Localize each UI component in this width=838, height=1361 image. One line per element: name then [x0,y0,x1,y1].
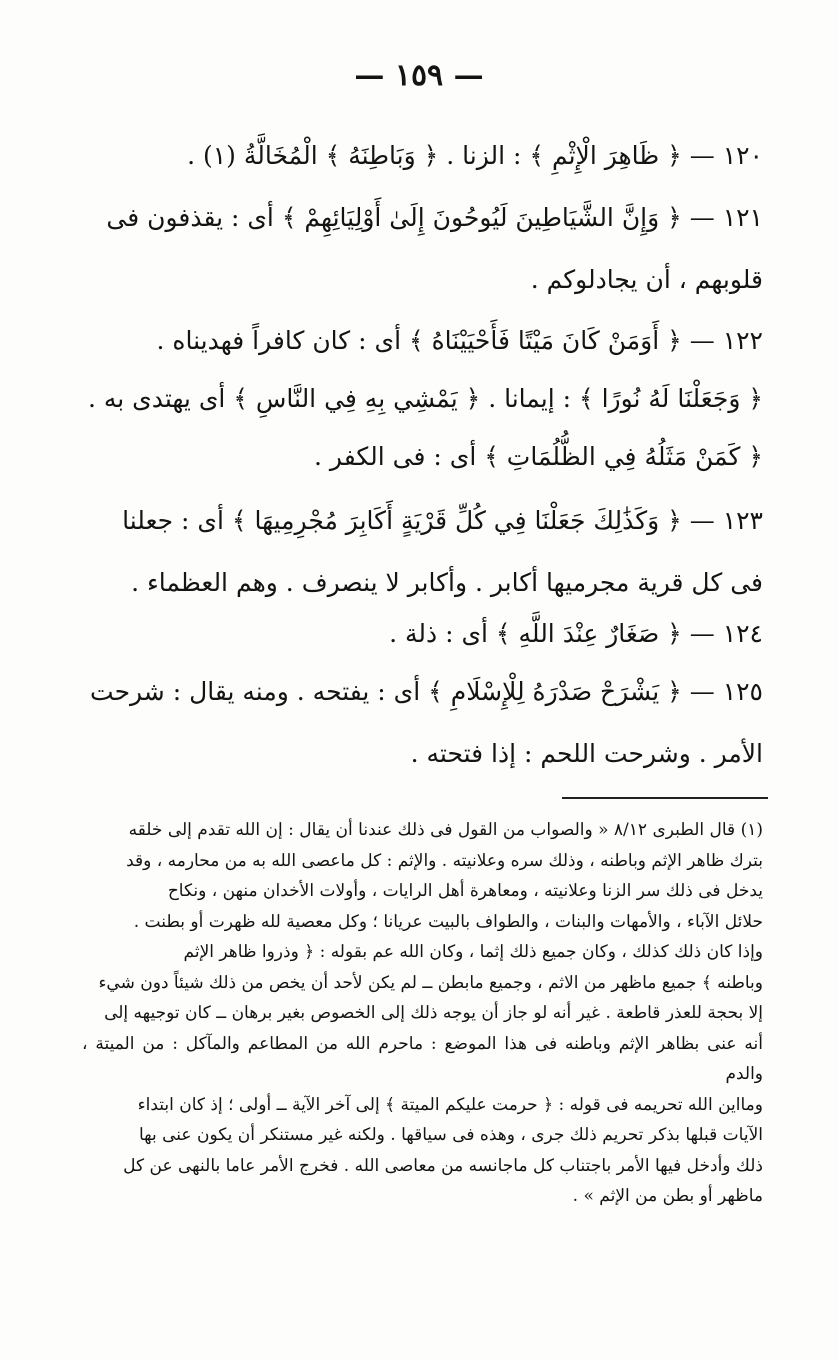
entry-123 [82,490,763,614]
footnote-line-9: ومااين الله تحريمه فى قوله : ﴿ حرمت عليكم الميتة ﴾ إلى آخر الآية ــ أولى ؛ إذ كان ابتداء [137,1094,763,1115]
entry-124-line-1: ١٢٤ — ﴿ صَغَارٌ عِنْدَ اللَّهِ ﴾ أى : ذلة . [389,619,763,648]
footnote-line-12: ماظهر أو بطن من الإثم » . [572,1186,763,1206]
entry-121 [82,187,763,311]
entry-120 [82,125,763,187]
footnote-line-11: ذلك وأدخل فيها الأمر باجتناب كل ماجانسه من معاصى الله . فخرج الأمر عاما بالنهى عن كل [123,1155,763,1176]
entry-125 [82,661,763,785]
entry-122-line-3: ﴿ كَمَنْ مَثَلُهُ فِي الظُّلُمَاتِ ﴾ أى : فى الكفر . [314,442,763,471]
footnote-line-4: حلائل الآباء ، والأمهات والبنات ، والطواف بالبيت عريانا ؛ وكل معصية لله ظهرت أو بطنت . [133,911,763,932]
entry-120-line-1: ١٢٠ — ﴿ ظَاهِرَ الْإِثْمِ ﴾ : الزنا . ﴿ وَبَاطِنَهُ ﴾ الْمُخَالَّةُ (١) . [187,141,763,170]
entry-121-line-2: قلوبهم ، أن يجادلوكم . [530,265,763,294]
footnote-line-5: وإذا كان ذلك كذلك ، وكان جميع ذلك إثما ، وكان الله عم بقوله : ﴿ وذروا ظاهر الإثم [183,942,763,962]
entry-124 [82,603,763,665]
entry-122 [82,310,763,488]
footnote-line-2: بترك ظاهر الإثم وباطنه ، وذلك سره وعلانيته . والإثم : كل ماعصى الله به من محارمه ، وقد [126,850,763,871]
footnote-line-8: أنه عنى بظاهر الإثم وباطنه فى هذا الموضع : ماحرم الله من المطاعم والمآكل : من الميتة ، والدم [82,1033,763,1084]
entry-125-line-2: الأمر . وشرحت اللحم : إذا فتحته . [410,739,763,768]
footnote-line-3: يدخل فى ذلك سر الزنا وعلانيته ، ومعاهرة أهل الرايات ، وأولات الأخدان منهن ، ونكاح [167,881,763,901]
entry-123-line-1: ١٢٣ — ﴿ وَكَذَٰلِكَ جَعَلْنَا فِي كُلِّ قَرْيَةٍ أَكَابِرَ مُجْرِمِيهَا ﴾ أى : جعلنا [122,506,763,535]
footnote-line-7: إلا بحجة للعذر قاطعة . غير أنه لو جاز أن يوجه ذلك إلى الخصوص بغير برهان ــ كان توجيهه إلى [104,1003,763,1023]
footnote-line-1: (١) قال الطبرى ٨/١٢ « والصواب من القول فى ذلك عندنا أن يقال : إن الله تقدم إلى خلقه [128,820,763,840]
footnote-line-6: وباطنه ﴾ جميع ماظهر من الاثم ، وجميع مابطن ــ لم يكن لأحد أن يخص من ذلك شيئاً دون شيء [98,972,763,993]
entry-125-line-1: ١٢٥ — ﴿ يَشْرَحْ صَدْرَهُ لِلْإِسْلَامِ ﴾ أى : يفتحه . ومنه يقال : شرحت [90,677,763,706]
footnote-line-10: الآيات قبلها بذكر تحريم ذلك جرى ، وهذه فى سياقها . ولكنه غير مستنكر أن يكون عنى بها [138,1125,763,1145]
entry-122-line-1: ١٢٢ — ﴿ أَوَمَنْ كَانَ مَيْتًا فَأَحْيَيْنَاهُ ﴾ أى : كان كافراً فهديناه . [156,326,763,355]
entry-121-line-1: ١٢١ — ﴿ وَإِنَّ الشَّيَاطِينَ لَيُوحُونَ إِلَىٰ أَوْلِيَائِهِمْ ﴾ أى : يقذفون فى [106,203,763,232]
footnote-separator [562,797,768,799]
entry-123-line-2: فى كل قرية مجرميها أكابر . وأكابر لا ينصرف . وهم العظماء . [131,568,763,597]
entry-122-line-2: ﴿ وَجَعَلْنَا لَهُ نُورًا ﴾ : إيمانا . ﴿ يَمْشِي بِهِ فِي النَّاسِ ﴾ أى يهتدى به . [87,384,763,413]
footnote [82,815,763,1212]
page-number: — ١٥٩ — [354,58,484,93]
